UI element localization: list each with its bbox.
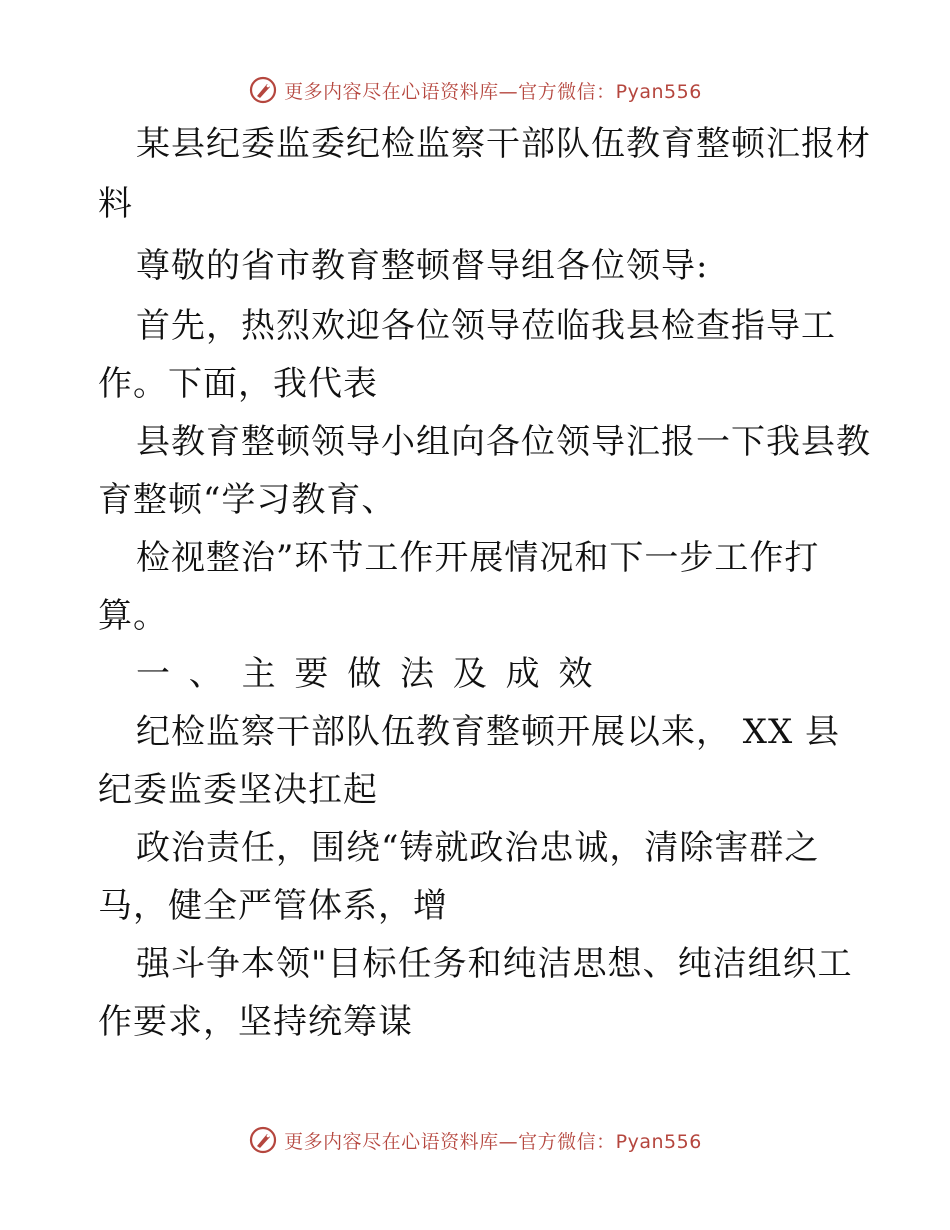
- header-watermark: [0, 70, 950, 110]
- footer-watermark: [0, 1120, 950, 1160]
- paragraph-line: 作要求，坚持统筹谋: [98, 1002, 413, 1042]
- paragraph-line: 纪委监委坚决扛起: [98, 770, 378, 810]
- paragraph-line: 首先，热烈欢迎各位领导莅临我县检查指导工: [136, 306, 836, 346]
- pen-nib-icon: [248, 1125, 278, 1155]
- paragraph-line: 纪检监察干部队伍教育整顿开展以来， XX 县: [136, 712, 841, 752]
- paragraph-line: 算。: [98, 596, 168, 636]
- pen-nib-icon: [248, 75, 278, 105]
- section-heading: 一 、 主 要 做 法 及 成 效: [136, 654, 597, 694]
- paragraph-line: 检视整治”环节工作开展情况和下一步工作打: [136, 538, 820, 578]
- watermark-text: 更多内容尽在心语资料库—官方微信：Pyan556: [284, 1130, 702, 1153]
- paragraph-line: 作。下面，我代表: [98, 364, 378, 404]
- watermark-text: 更多内容尽在心语资料库—官方微信：Pyan556: [284, 80, 702, 103]
- paragraph-line: 育整顿“学习教育、: [98, 480, 397, 520]
- paragraph-line: 政治责任，围绕“铸就政治忠诚，清除害群之: [136, 828, 820, 868]
- paragraph-line: 马，健全严管体系，增: [98, 886, 448, 926]
- document-title-line-1: 某县纪委监委纪检监察干部队伍教育整顿汇报材: [136, 124, 871, 164]
- paragraph-line: 县教育整顿领导小组向各位领导汇报一下我县教: [136, 422, 871, 462]
- document-title-line-2: 料: [98, 184, 133, 224]
- salutation: 尊敬的省市教育整顿督导组各位领导:: [136, 246, 709, 286]
- paragraph-line: 强斗争本领"目标任务和纯洁思想、纯洁组织工: [136, 944, 853, 984]
